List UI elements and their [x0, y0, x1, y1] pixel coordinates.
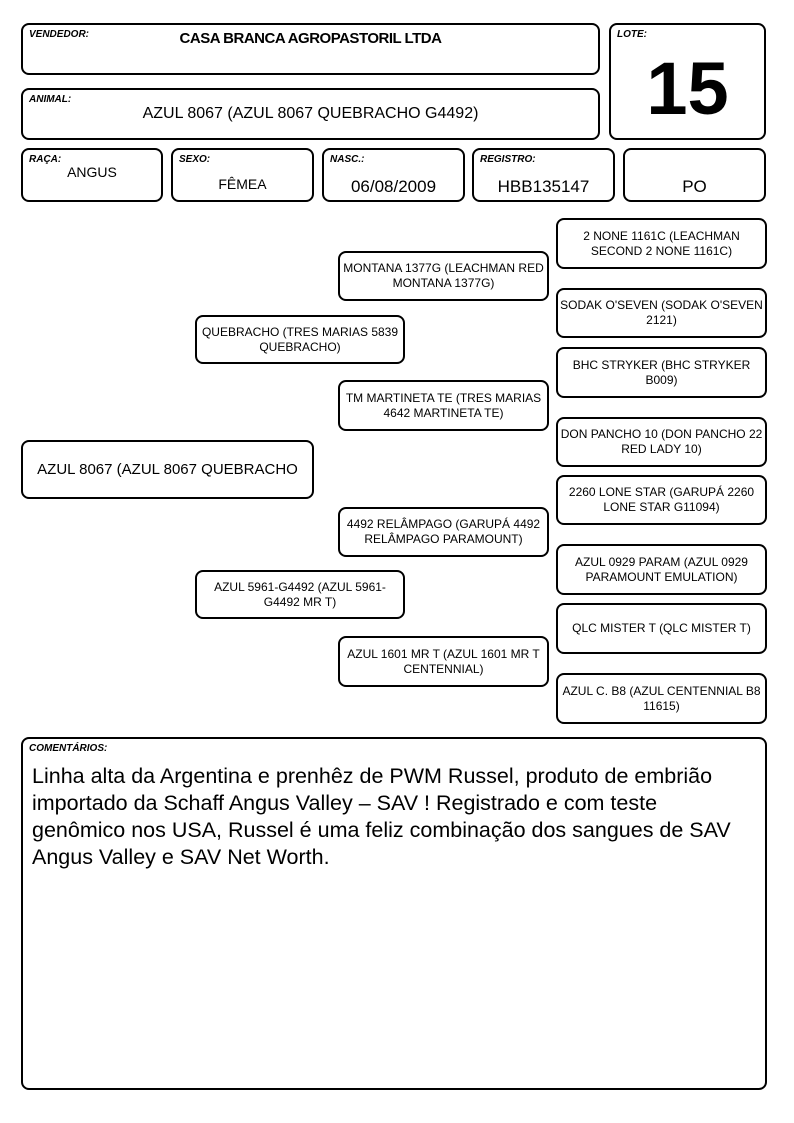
- sex-value: FÊMEA: [218, 176, 267, 192]
- vendor-value: CASA BRANCA AGROPASTORIL LTDA: [179, 30, 442, 47]
- pedigree-dam-dam: AZUL 1601 MR T (AZUL 1601 MR T CENTENNIAL): [338, 636, 549, 687]
- breed-box: [21, 148, 163, 202]
- registry-value: HBB135147: [497, 177, 590, 196]
- pedigree-ggp-4: DON PANCHO 10 (DON PANCHO 22 RED LADY 10): [556, 417, 767, 467]
- comments-box: [21, 737, 767, 1090]
- pedigree-ggp-1: 2 NONE 1161C (LEACHMAN SECOND 2 NONE 1161C): [556, 218, 767, 269]
- lot-box: [609, 23, 766, 140]
- pedigree-animal: AZUL 8067 (AZUL 8067 QUEBRACHO: [21, 440, 314, 499]
- lot-number: 15: [646, 47, 729, 130]
- comments-label: COMENTÁRIOS:: [29, 743, 108, 754]
- birth-box: [322, 148, 465, 202]
- pedigree-dam-sire: 4492 RELÂMPAGO (GARUPÁ 4492 RELÂMPAGO PARAMOUNT): [338, 507, 549, 557]
- lot-label: LOTE:: [617, 29, 647, 40]
- animal-box: [21, 88, 600, 140]
- vendor-label: VENDEDOR:: [29, 29, 90, 40]
- pedigree-ggp-5: 2260 LONE STAR (GARUPÁ 2260 LONE STAR G11094): [556, 475, 767, 525]
- pedigree-dam: AZUL 5961-G4492 (AZUL 5961-G4492 MR T): [195, 570, 405, 619]
- birth-value: 06/08/2009: [350, 177, 437, 196]
- animal-label: ANIMAL:: [29, 94, 72, 105]
- comments-text: Linha alta da Argentina e prenhêz de PWM Russel, produto de embrião importado da Schaff Angus Valley – SAV ! Registrado e com teste genômico nos USA, Russel é uma feliz combinação dos sangues de SAV Angus Valley e SAV Net Worth.: [32, 764, 731, 869]
- pedigree-ggp-2: SODAK O'SEVEN (SODAK O'SEVEN 2121): [556, 288, 767, 338]
- sex-box: [171, 148, 314, 202]
- pedigree-ggp-6: AZUL 0929 PARAM (AZUL 0929 PARAMOUNT EMULATION): [556, 544, 767, 595]
- pedigree-ggp-3: BHC STRYKER (BHC STRYKER B009): [556, 347, 767, 398]
- breed-value: ANGUS: [67, 164, 117, 180]
- registry-box: [472, 148, 615, 202]
- registry-label: REGISTRO:: [480, 154, 536, 165]
- pedigree-ggp-7: QLC MISTER T (QLC MISTER T): [556, 603, 767, 654]
- category-value: PO: [682, 177, 707, 196]
- sex-label: SEXO:: [179, 154, 211, 165]
- animal-value: AZUL 8067 (AZUL 8067 QUEBRACHO G4492): [142, 105, 479, 122]
- birth-label: NASC.:: [330, 154, 365, 165]
- pedigree-sire: QUEBRACHO (TRES MARIAS 5839 QUEBRACHO): [195, 315, 405, 364]
- vendor-box: [21, 23, 600, 75]
- category-box: [623, 148, 766, 202]
- breed-label: RAÇA:: [29, 154, 62, 165]
- pedigree-sire-sire: MONTANA 1377G (LEACHMAN RED MONTANA 1377G): [338, 251, 549, 301]
- pedigree-sire-dam: TM MARTINETA TE (TRES MARIAS 4642 MARTINETA TE): [338, 380, 549, 431]
- pedigree-ggp-8: AZUL C. B8 (AZUL CENTENNIAL B8 11615): [556, 673, 767, 724]
